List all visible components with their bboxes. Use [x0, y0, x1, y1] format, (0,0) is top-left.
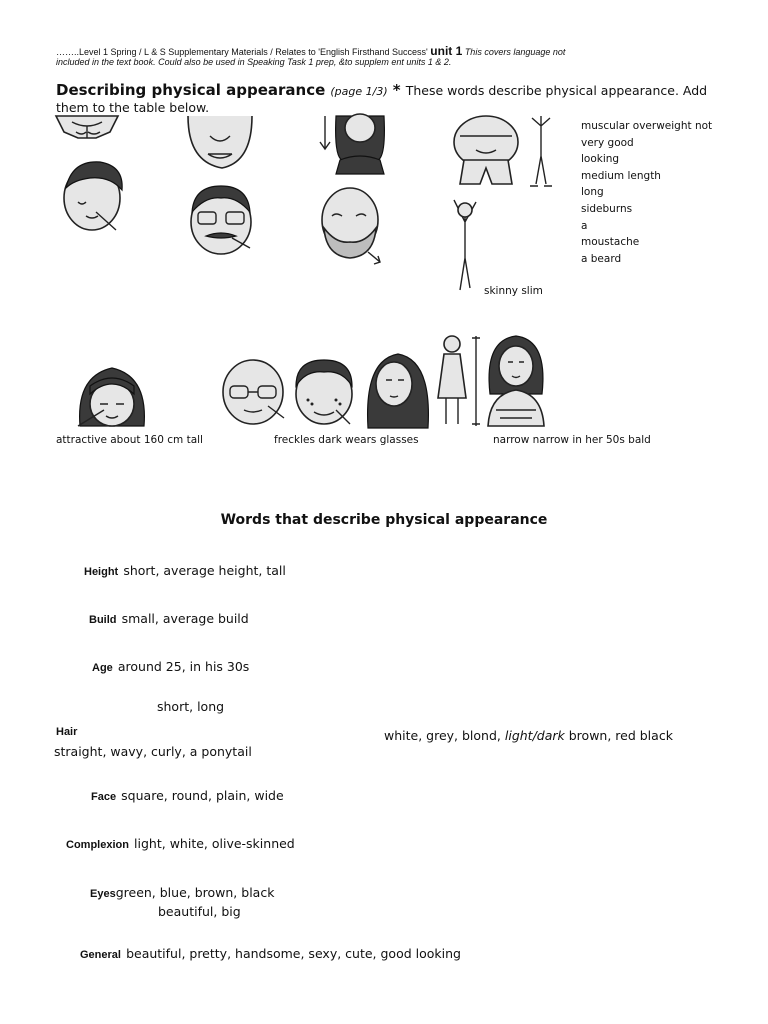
- word-list-item: very good: [581, 136, 634, 149]
- woman-long-hair-illustration: [334, 116, 386, 174]
- wavy-hair-woman-illustration: [364, 350, 432, 430]
- smiling-face-illustration: [186, 116, 256, 172]
- row-age: [92, 656, 249, 675]
- caption-left: attractive about 160 cm tall: [56, 434, 203, 446]
- skinny-person-illustration: [450, 198, 480, 294]
- star-mark: *: [392, 81, 401, 99]
- words-hair-length: short, long: [157, 699, 225, 714]
- words-build: small, average build: [121, 611, 249, 626]
- word-list-item: moustache: [581, 236, 640, 249]
- page-ref: (page 1/3): [330, 85, 388, 98]
- word-list-item: looking: [581, 153, 620, 166]
- caption-right: narrow narrow in her 50s bald: [493, 434, 651, 446]
- bearded-man-illustration: [318, 184, 386, 268]
- words-eyes: green, blue, brown, black: [115, 885, 275, 900]
- word-list-item: a beard: [581, 252, 622, 265]
- words-hair-style: straight, wavy, curly, a ponytail: [54, 744, 252, 759]
- hair-color-italic: light/dark: [504, 728, 565, 743]
- word-list-item: a: [581, 219, 588, 232]
- label-age: Age: [92, 662, 113, 674]
- words-face: square, round, plain, wide: [121, 788, 284, 803]
- label-eyes: Eyes: [90, 888, 116, 900]
- caption-middle: freckles dark wears glasses: [274, 434, 419, 446]
- words-hair-color: [384, 728, 673, 743]
- word-list-item: muscular overweight not: [581, 120, 713, 132]
- tall-woman-illustration: [436, 334, 482, 428]
- word-list: [581, 118, 712, 267]
- words-complexion: light, white, olive-skinned: [134, 836, 295, 851]
- label-face: Face: [91, 791, 117, 803]
- sideburns-man-illustration: [56, 158, 128, 232]
- label-build: Build: [89, 614, 117, 626]
- intro-line-1: [56, 80, 707, 99]
- word-list-item: sideburns: [581, 202, 633, 215]
- words-general: beautiful, pretty, handsome, sexy, cute, good looking: [126, 946, 461, 961]
- label-complexion: Complexion: [66, 839, 129, 851]
- caption-skinny: skinny slim: [484, 285, 543, 297]
- header-note-1: This covers language not: [464, 47, 566, 57]
- label-hair: Hair: [56, 726, 78, 738]
- header-note-2: included in the text book. Could also be used in Speaking Task 1 prep, &to supplem ent units 1 & 2.: [56, 57, 452, 67]
- freckles-boy-illustration: [290, 356, 358, 428]
- word-list-item: long: [581, 186, 604, 199]
- height-arrow-illustration: [318, 116, 332, 152]
- header-prefix: ……..Level 1 Spring / L & S Supplementary Materials / Relates to 'English Firsthand Success': [56, 47, 428, 57]
- words-height: short, average height, tall: [123, 563, 286, 578]
- overweight-man-illustration: [450, 116, 524, 188]
- glasses-man-illustration: [220, 358, 286, 426]
- word-list-item: medium length: [581, 169, 661, 182]
- label-general: General: [80, 949, 121, 961]
- row-face: [91, 785, 284, 804]
- header-line-2: [56, 57, 451, 67]
- header-line-1: [56, 44, 565, 58]
- muscular-man-illustration: [52, 116, 122, 154]
- row-height: [84, 560, 286, 579]
- intro-text-1: These words describe physical appearance. Add: [405, 83, 708, 98]
- row-general: [80, 943, 461, 962]
- row-complexion: [66, 833, 295, 852]
- table-title: Words that describe physical appearance: [220, 512, 548, 528]
- intro-text-2: them to the table below.: [56, 100, 210, 115]
- hair-color-post: brown, red black: [568, 728, 673, 743]
- hair-color-pre: white, grey, blond,: [384, 728, 501, 743]
- row-eyes: [90, 882, 274, 901]
- row-build: [89, 608, 249, 627]
- thin-person-illustration: [526, 116, 556, 188]
- attractive-woman-illustration: [76, 366, 148, 428]
- curly-hair-woman-illustration: [486, 334, 546, 428]
- words-eyes-extra: beautiful, big: [158, 904, 241, 919]
- header-unit: unit 1: [430, 44, 463, 58]
- page-title: Describing physical appearance: [56, 81, 326, 99]
- label-height: Height: [84, 566, 119, 578]
- words-age: around 25, in his 30s: [117, 659, 250, 674]
- moustache-man-illustration: [186, 182, 256, 256]
